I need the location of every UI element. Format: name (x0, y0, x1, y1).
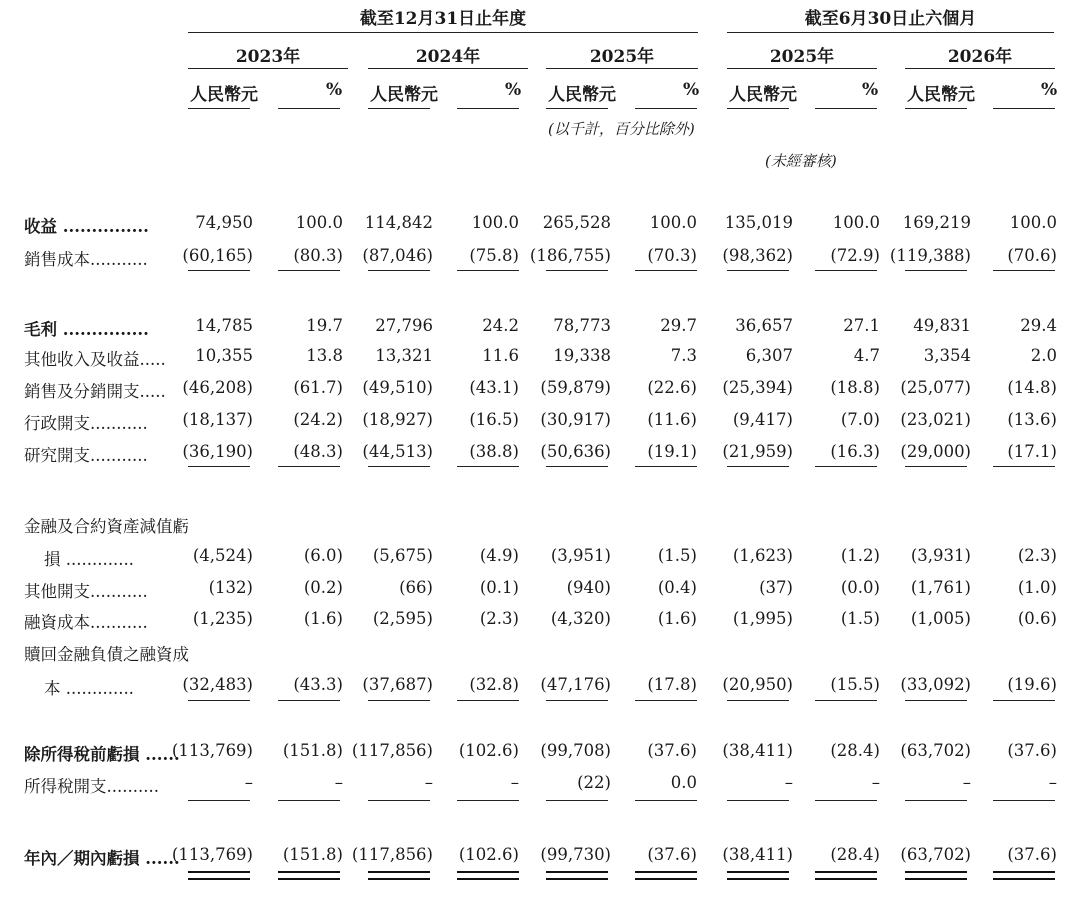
subtotal-rule (815, 270, 877, 271)
cell-percent: (17.1) (1007, 442, 1057, 461)
subtotal-rule (278, 700, 340, 701)
cell-percent: (0.1) (479, 578, 519, 597)
subtotal-rule (635, 466, 697, 467)
cell-percent: 24.2 (482, 316, 519, 335)
cell-amount: (186,755) (529, 246, 611, 265)
cell-percent: (80.3) (293, 246, 343, 265)
cell-percent: (102.6) (458, 845, 519, 864)
cell-amount: (37,687) (362, 675, 433, 694)
subtotal-rule (368, 270, 430, 271)
group-rule-full-year (188, 32, 698, 33)
row-label: 毛利 ............... (24, 320, 149, 339)
cell-percent: (28.4) (830, 845, 880, 864)
cell-amount: (87,046) (362, 246, 433, 265)
cell-percent: (16.5) (469, 410, 519, 429)
cell-amount: (132) (208, 578, 253, 597)
cell-amount: (113,769) (171, 845, 253, 864)
unit-rule (188, 108, 250, 109)
unit-rule (546, 108, 608, 109)
cell-percent: (0.0) (840, 578, 880, 597)
subtotal-rule (635, 700, 697, 701)
cell-amount: (4,524) (192, 546, 253, 565)
cell-amount: (99,708) (540, 741, 611, 760)
total-double-rule (905, 871, 967, 880)
cell-amount: (1,005) (910, 609, 971, 628)
cell-amount: 14,785 (195, 316, 253, 335)
cell-amount: (119,388) (889, 246, 971, 265)
group-header-six-months: 截至6月30日止六個月 (804, 9, 977, 29)
cell-amount: 19,338 (553, 346, 611, 365)
cell-amount: (98,362) (722, 246, 793, 265)
subtotal-rule (188, 466, 250, 467)
unit-pct: % (862, 80, 879, 100)
cell-percent: (32.8) (469, 675, 519, 694)
cell-amount: (1,761) (910, 578, 971, 597)
cell-percent: (18.8) (830, 378, 880, 397)
cell-percent: (151.8) (282, 845, 343, 864)
cell-percent: (0.4) (657, 578, 697, 597)
cell-amount: (60,165) (182, 246, 253, 265)
row-label: 損 ............. (44, 550, 134, 569)
total-double-rule (457, 871, 519, 880)
cell-percent: (2.3) (479, 609, 519, 628)
row-label: 行政開支........... (24, 414, 148, 433)
cell-percent: 2.0 (1030, 346, 1057, 365)
note-in-thousands: (以千計，百分比除外) (548, 120, 695, 138)
cell-amount: (38,411) (722, 741, 793, 760)
unit-rule (457, 108, 519, 109)
cell-amount: – (244, 773, 253, 792)
cell-amount: (113,769) (171, 741, 253, 760)
cell-percent: 7.3 (670, 346, 697, 365)
subtotal-rule (993, 270, 1055, 271)
cell-amount: 49,831 (913, 316, 971, 335)
subtotal-rule (546, 700, 608, 701)
cell-percent: (14.8) (1007, 378, 1057, 397)
cell-percent: (2.3) (1017, 546, 1057, 565)
cell-amount: 10,355 (195, 346, 253, 365)
unit-rule (727, 108, 789, 109)
cell-amount: (99,730) (540, 845, 611, 864)
cell-amount: (940) (566, 578, 611, 597)
cell-percent: (70.3) (647, 246, 697, 265)
cell-amount: (32,483) (182, 675, 253, 694)
unit-rule (278, 108, 340, 109)
unit-pct: % (326, 80, 343, 100)
subtotal-rule (546, 466, 608, 467)
cell-percent: (13.6) (1007, 410, 1057, 429)
subtotal-rule (727, 700, 789, 701)
cell-percent: (4.9) (479, 546, 519, 565)
row-label: 收益 ............... (24, 217, 149, 236)
cell-percent: 100.0 (295, 213, 343, 232)
cell-amount: (29,000) (900, 442, 971, 461)
cell-amount: (1,623) (732, 546, 793, 565)
unit-pct: % (683, 80, 700, 100)
cell-percent: 11.6 (482, 346, 519, 365)
subtotal-rule (815, 700, 877, 701)
subtotal-rule (635, 270, 697, 271)
year-2026-6m: 2026年 (947, 47, 1013, 67)
unit-rmb: 人民幣元 (190, 85, 258, 105)
cell-percent: 100.0 (471, 213, 519, 232)
subtotal-rule (457, 466, 519, 467)
cell-amount: (18,927) (362, 410, 433, 429)
cell-percent: (28.4) (830, 741, 880, 760)
unit-pct: % (1041, 80, 1058, 100)
unit-rmb: 人民幣元 (729, 85, 797, 105)
cell-percent: (37.6) (647, 741, 697, 760)
subtotal-rule (188, 800, 250, 801)
row-label: 年內／期內虧損 ...... (24, 849, 180, 868)
cell-amount: 74,950 (195, 213, 253, 232)
subtotal-rule (905, 466, 967, 467)
cell-amount: (30,917) (540, 410, 611, 429)
unit-rmb: 人民幣元 (548, 85, 616, 105)
cell-amount: (63,702) (900, 845, 971, 864)
total-double-rule (546, 871, 608, 880)
cell-amount: (47,176) (540, 675, 611, 694)
cell-percent: (15.5) (830, 675, 880, 694)
cell-percent: – (334, 773, 343, 792)
subtotal-rule (905, 700, 967, 701)
cell-amount: (21,959) (722, 442, 793, 461)
subtotal-rule (278, 800, 340, 801)
cell-percent: 0.0 (670, 773, 697, 792)
row-label: 融資成本........... (24, 613, 148, 632)
total-double-rule (368, 871, 430, 880)
cell-amount: 169,219 (902, 213, 971, 232)
row-label: 銷售成本........... (24, 250, 148, 269)
unit-pct: % (505, 80, 522, 100)
subtotal-rule (546, 800, 608, 801)
cell-amount: (20,950) (722, 675, 793, 694)
year-rule (905, 68, 1055, 69)
cell-percent: (70.6) (1007, 246, 1057, 265)
year-2023: 2023年 (235, 47, 301, 67)
cell-percent: 19.7 (306, 316, 343, 335)
cell-percent: (24.2) (293, 410, 343, 429)
cell-amount: (50,636) (540, 442, 611, 461)
cell-percent: (1.5) (840, 609, 880, 628)
cell-percent: (72.9) (830, 246, 880, 265)
unit-rule (815, 108, 877, 109)
cell-percent: (37.6) (647, 845, 697, 864)
year-2025-6m: 2025年 (769, 47, 835, 67)
cell-amount: – (962, 773, 971, 792)
row-label: 其他開支........... (24, 582, 148, 601)
cell-amount: 27,796 (375, 316, 433, 335)
cell-amount: 3,354 (923, 346, 971, 365)
cell-amount: – (784, 773, 793, 792)
group-header-full-year: 截至12月31日止年度 (359, 9, 527, 29)
cell-amount: 6,307 (745, 346, 793, 365)
cell-amount: (44,513) (362, 442, 433, 461)
cell-percent: – (871, 773, 880, 792)
total-double-rule (188, 871, 250, 880)
note-unaudited: (未經審核) (765, 152, 837, 170)
unit-rule (635, 108, 697, 109)
cell-amount: 114,842 (364, 213, 433, 232)
subtotal-rule (278, 270, 340, 271)
cell-amount: 135,019 (724, 213, 793, 232)
subtotal-rule (635, 800, 697, 801)
subtotal-rule (368, 800, 430, 801)
cell-percent: (22.6) (647, 378, 697, 397)
cell-amount: (3,951) (550, 546, 611, 565)
cell-percent: (1.2) (840, 546, 880, 565)
cell-amount: (1,235) (192, 609, 253, 628)
cell-amount: (5,675) (372, 546, 433, 565)
cell-amount: (25,077) (900, 378, 971, 397)
cell-percent: 13.8 (306, 346, 343, 365)
cell-percent: 27.1 (843, 316, 880, 335)
year-2025-fy: 2025年 (589, 47, 655, 67)
row-label: 銷售及分銷開支..... (24, 382, 166, 401)
cell-percent: (1.6) (657, 609, 697, 628)
subtotal-rule (368, 700, 430, 701)
cell-amount: (33,092) (900, 675, 971, 694)
cell-percent: (6.0) (303, 546, 343, 565)
cell-percent: – (1048, 773, 1057, 792)
cell-percent: 100.0 (832, 213, 880, 232)
unit-rule (905, 108, 967, 109)
cell-amount: (18,137) (182, 410, 253, 429)
subtotal-rule (993, 466, 1055, 467)
cell-amount: (3,931) (910, 546, 971, 565)
row-label: 其他收入及收益..... (24, 350, 166, 369)
year-2024: 2024年 (415, 47, 481, 67)
cell-amount: (49,510) (362, 378, 433, 397)
subtotal-rule (815, 466, 877, 467)
row-label-line1: 贖回金融負債之融資成 (24, 645, 189, 664)
cell-amount: (1,995) (732, 609, 793, 628)
unit-rmb: 人民幣元 (370, 85, 438, 105)
cell-percent: (37.6) (1007, 741, 1057, 760)
cell-percent: – (510, 773, 519, 792)
cell-amount: (23,021) (900, 410, 971, 429)
cell-percent: (61.7) (293, 378, 343, 397)
cell-amount: 78,773 (553, 316, 611, 335)
cell-percent: (7.0) (840, 410, 880, 429)
subtotal-rule (457, 270, 519, 271)
cell-percent: (151.8) (282, 741, 343, 760)
cell-amount: (38,411) (722, 845, 793, 864)
total-double-rule (278, 871, 340, 880)
total-double-rule (993, 871, 1055, 880)
cell-percent: (1.6) (303, 609, 343, 628)
cell-amount: (36,190) (182, 442, 253, 461)
group-rule-six-months (727, 32, 1054, 33)
cell-amount: (37) (759, 578, 793, 597)
subtotal-rule (457, 700, 519, 701)
cell-amount: (117,856) (351, 741, 433, 760)
subtotal-rule (368, 466, 430, 467)
total-double-rule (815, 871, 877, 880)
cell-percent: (38.8) (469, 442, 519, 461)
row-label: 本 ............. (44, 679, 134, 698)
cell-amount: 36,657 (735, 316, 793, 335)
year-rule (727, 68, 877, 69)
cell-amount: (9,417) (732, 410, 793, 429)
cell-amount: (25,394) (722, 378, 793, 397)
cell-percent: (0.2) (303, 578, 343, 597)
unit-rmb: 人民幣元 (907, 85, 975, 105)
subtotal-rule (727, 466, 789, 467)
cell-amount: (117,856) (351, 845, 433, 864)
cell-amount: – (424, 773, 433, 792)
total-double-rule (727, 871, 789, 880)
cell-percent: (11.6) (647, 410, 697, 429)
cell-percent: (19.6) (1007, 675, 1057, 694)
cell-percent: (75.8) (469, 246, 519, 265)
subtotal-rule (457, 800, 519, 801)
subtotal-rule (278, 466, 340, 467)
cell-percent: 4.7 (853, 346, 880, 365)
subtotal-rule (727, 800, 789, 801)
row-label: 研究開支........... (24, 446, 148, 465)
cell-amount: 265,528 (542, 213, 611, 232)
subtotal-rule (905, 800, 967, 801)
subtotal-rule (815, 800, 877, 801)
subtotal-rule (993, 800, 1055, 801)
year-rule (546, 68, 698, 69)
cell-percent: (1.0) (1017, 578, 1057, 597)
cell-percent: 100.0 (649, 213, 697, 232)
cell-percent: (1.5) (657, 546, 697, 565)
year-rule (188, 68, 348, 69)
cell-percent: (19.1) (647, 442, 697, 461)
subtotal-rule (188, 270, 250, 271)
subtotal-rule (188, 700, 250, 701)
cell-percent: (43.1) (469, 378, 519, 397)
cell-amount: (4,320) (550, 609, 611, 628)
unit-rule (368, 108, 430, 109)
cell-percent: 29.4 (1020, 316, 1057, 335)
cell-percent: (48.3) (293, 442, 343, 461)
cell-percent: (102.6) (458, 741, 519, 760)
subtotal-rule (905, 270, 967, 271)
cell-percent: (37.6) (1007, 845, 1057, 864)
unit-rule (993, 108, 1055, 109)
total-double-rule (635, 871, 697, 880)
cell-amount: (63,702) (900, 741, 971, 760)
row-label: 除所得稅前虧損 ...... (24, 745, 180, 764)
cell-percent: (17.8) (647, 675, 697, 694)
year-rule (368, 68, 528, 69)
row-label: 所得稅開支.......... (24, 777, 159, 796)
cell-amount: (59,879) (540, 378, 611, 397)
cell-percent: (43.3) (293, 675, 343, 694)
cell-percent: 100.0 (1009, 213, 1057, 232)
cell-amount: (46,208) (182, 378, 253, 397)
subtotal-rule (993, 700, 1055, 701)
cell-amount: (66) (399, 578, 433, 597)
cell-percent: 29.7 (660, 316, 697, 335)
row-label-line1: 金融及合約資產減值虧 (24, 517, 189, 536)
cell-amount: (2,595) (372, 609, 433, 628)
cell-amount: (22) (577, 773, 611, 792)
subtotal-rule (727, 270, 789, 271)
cell-percent: (0.6) (1017, 609, 1057, 628)
cell-amount: 13,321 (375, 346, 433, 365)
subtotal-rule (546, 270, 608, 271)
cell-percent: (16.3) (830, 442, 880, 461)
